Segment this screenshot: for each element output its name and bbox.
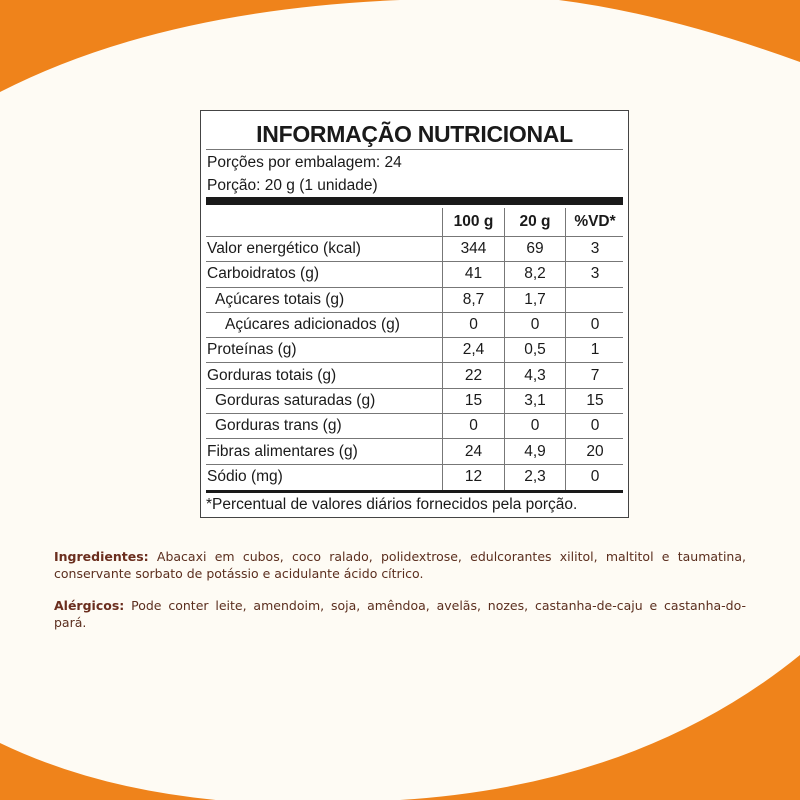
value-100g: 8,7 — [442, 288, 504, 312]
value-vd: 20 — [565, 439, 624, 463]
value-100g: 22 — [442, 363, 504, 387]
nutrient-name: Açúcares totais (g) — [215, 290, 345, 308]
nutrition-facts-label — [200, 110, 629, 518]
allergens-label: Alérgicos: — [54, 598, 125, 613]
table-row — [206, 363, 623, 388]
value-100g: 344 — [442, 237, 504, 261]
value-vd: 0 — [565, 313, 624, 337]
value-vd — [565, 288, 624, 312]
table-row — [206, 414, 623, 439]
value-20g: 2,3 — [504, 465, 565, 490]
value-vd: 0 — [565, 414, 624, 438]
table-row — [206, 389, 623, 414]
servings-per-package: Porções por embalagem: 24 — [207, 154, 402, 171]
value-vd: 1 — [565, 338, 624, 362]
value-20g: 3,1 — [504, 389, 565, 413]
nutrition-table — [206, 208, 623, 490]
thick-divider-bottom — [206, 490, 623, 493]
value-vd: 3 — [565, 262, 624, 286]
nutrient-name: Gorduras saturadas (g) — [215, 391, 376, 409]
value-100g: 0 — [442, 414, 504, 438]
header-vd: %VD* — [565, 208, 624, 236]
value-20g: 69 — [504, 237, 565, 261]
thick-divider — [206, 197, 623, 205]
nutrient-name: Proteínas (g) — [207, 341, 297, 359]
value-20g: 0,5 — [504, 338, 565, 362]
value-20g: 0 — [504, 313, 565, 337]
ingredients-text — [54, 549, 746, 582]
ingredients-label: Ingredientes: — [54, 549, 149, 564]
value-20g: 4,3 — [504, 363, 565, 387]
table-header-row — [206, 208, 623, 237]
value-20g: 8,2 — [504, 262, 565, 286]
value-vd: 0 — [565, 465, 624, 490]
value-100g: 41 — [442, 262, 504, 286]
value-100g: 15 — [442, 389, 504, 413]
nutrient-name: Fibras alimentares (g) — [207, 442, 358, 460]
table-row — [206, 288, 623, 313]
value-100g: 2,4 — [442, 338, 504, 362]
table-row — [206, 262, 623, 287]
header-100g: 100 g — [442, 208, 504, 236]
header-20g: 20 g — [504, 208, 565, 236]
nutrient-name: Gorduras trans (g) — [215, 417, 342, 435]
allergens-content: Pode conter leite, amendoim, soja, amêndoa, avelãs, nozes, castanha-de-caju e castanha-do-pará. — [54, 598, 746, 630]
table-row — [206, 439, 623, 464]
nutrient-name: Açúcares adicionados (g) — [225, 316, 400, 334]
value-20g: 4,9 — [504, 439, 565, 463]
table-row — [206, 465, 623, 490]
divider — [206, 149, 623, 150]
value-20g: 1,7 — [504, 288, 565, 312]
table-row — [206, 237, 623, 262]
value-100g: 24 — [442, 439, 504, 463]
nutrient-name: Gorduras totais (g) — [207, 366, 337, 384]
value-vd: 3 — [565, 237, 624, 261]
value-100g: 0 — [442, 313, 504, 337]
table-row — [206, 338, 623, 363]
value-100g: 12 — [442, 465, 504, 490]
footnote: *Percentual de valores diários fornecidos pela porção. — [206, 496, 578, 513]
value-20g: 0 — [504, 414, 565, 438]
nutrient-name: Carboidratos (g) — [207, 265, 319, 283]
label-title: INFORMAÇÃO NUTRICIONAL — [256, 121, 573, 147]
value-vd: 7 — [565, 363, 624, 387]
table-row — [206, 313, 623, 338]
allergens-text — [54, 598, 746, 631]
serving-size: Porção: 20 g (1 unidade) — [207, 177, 378, 194]
nutrient-name: Valor energético (kcal) — [207, 240, 361, 258]
header-empty — [207, 208, 441, 236]
nutrient-name: Sódio (mg) — [207, 468, 283, 486]
ingredients-content: Abacaxi em cubos, coco ralado, polidextrose, edulcorantes xilitol, maltitol e taumatina, conservante sorbato de potássio e acidulante ácido cítrico. — [54, 549, 746, 581]
value-vd: 15 — [565, 389, 624, 413]
